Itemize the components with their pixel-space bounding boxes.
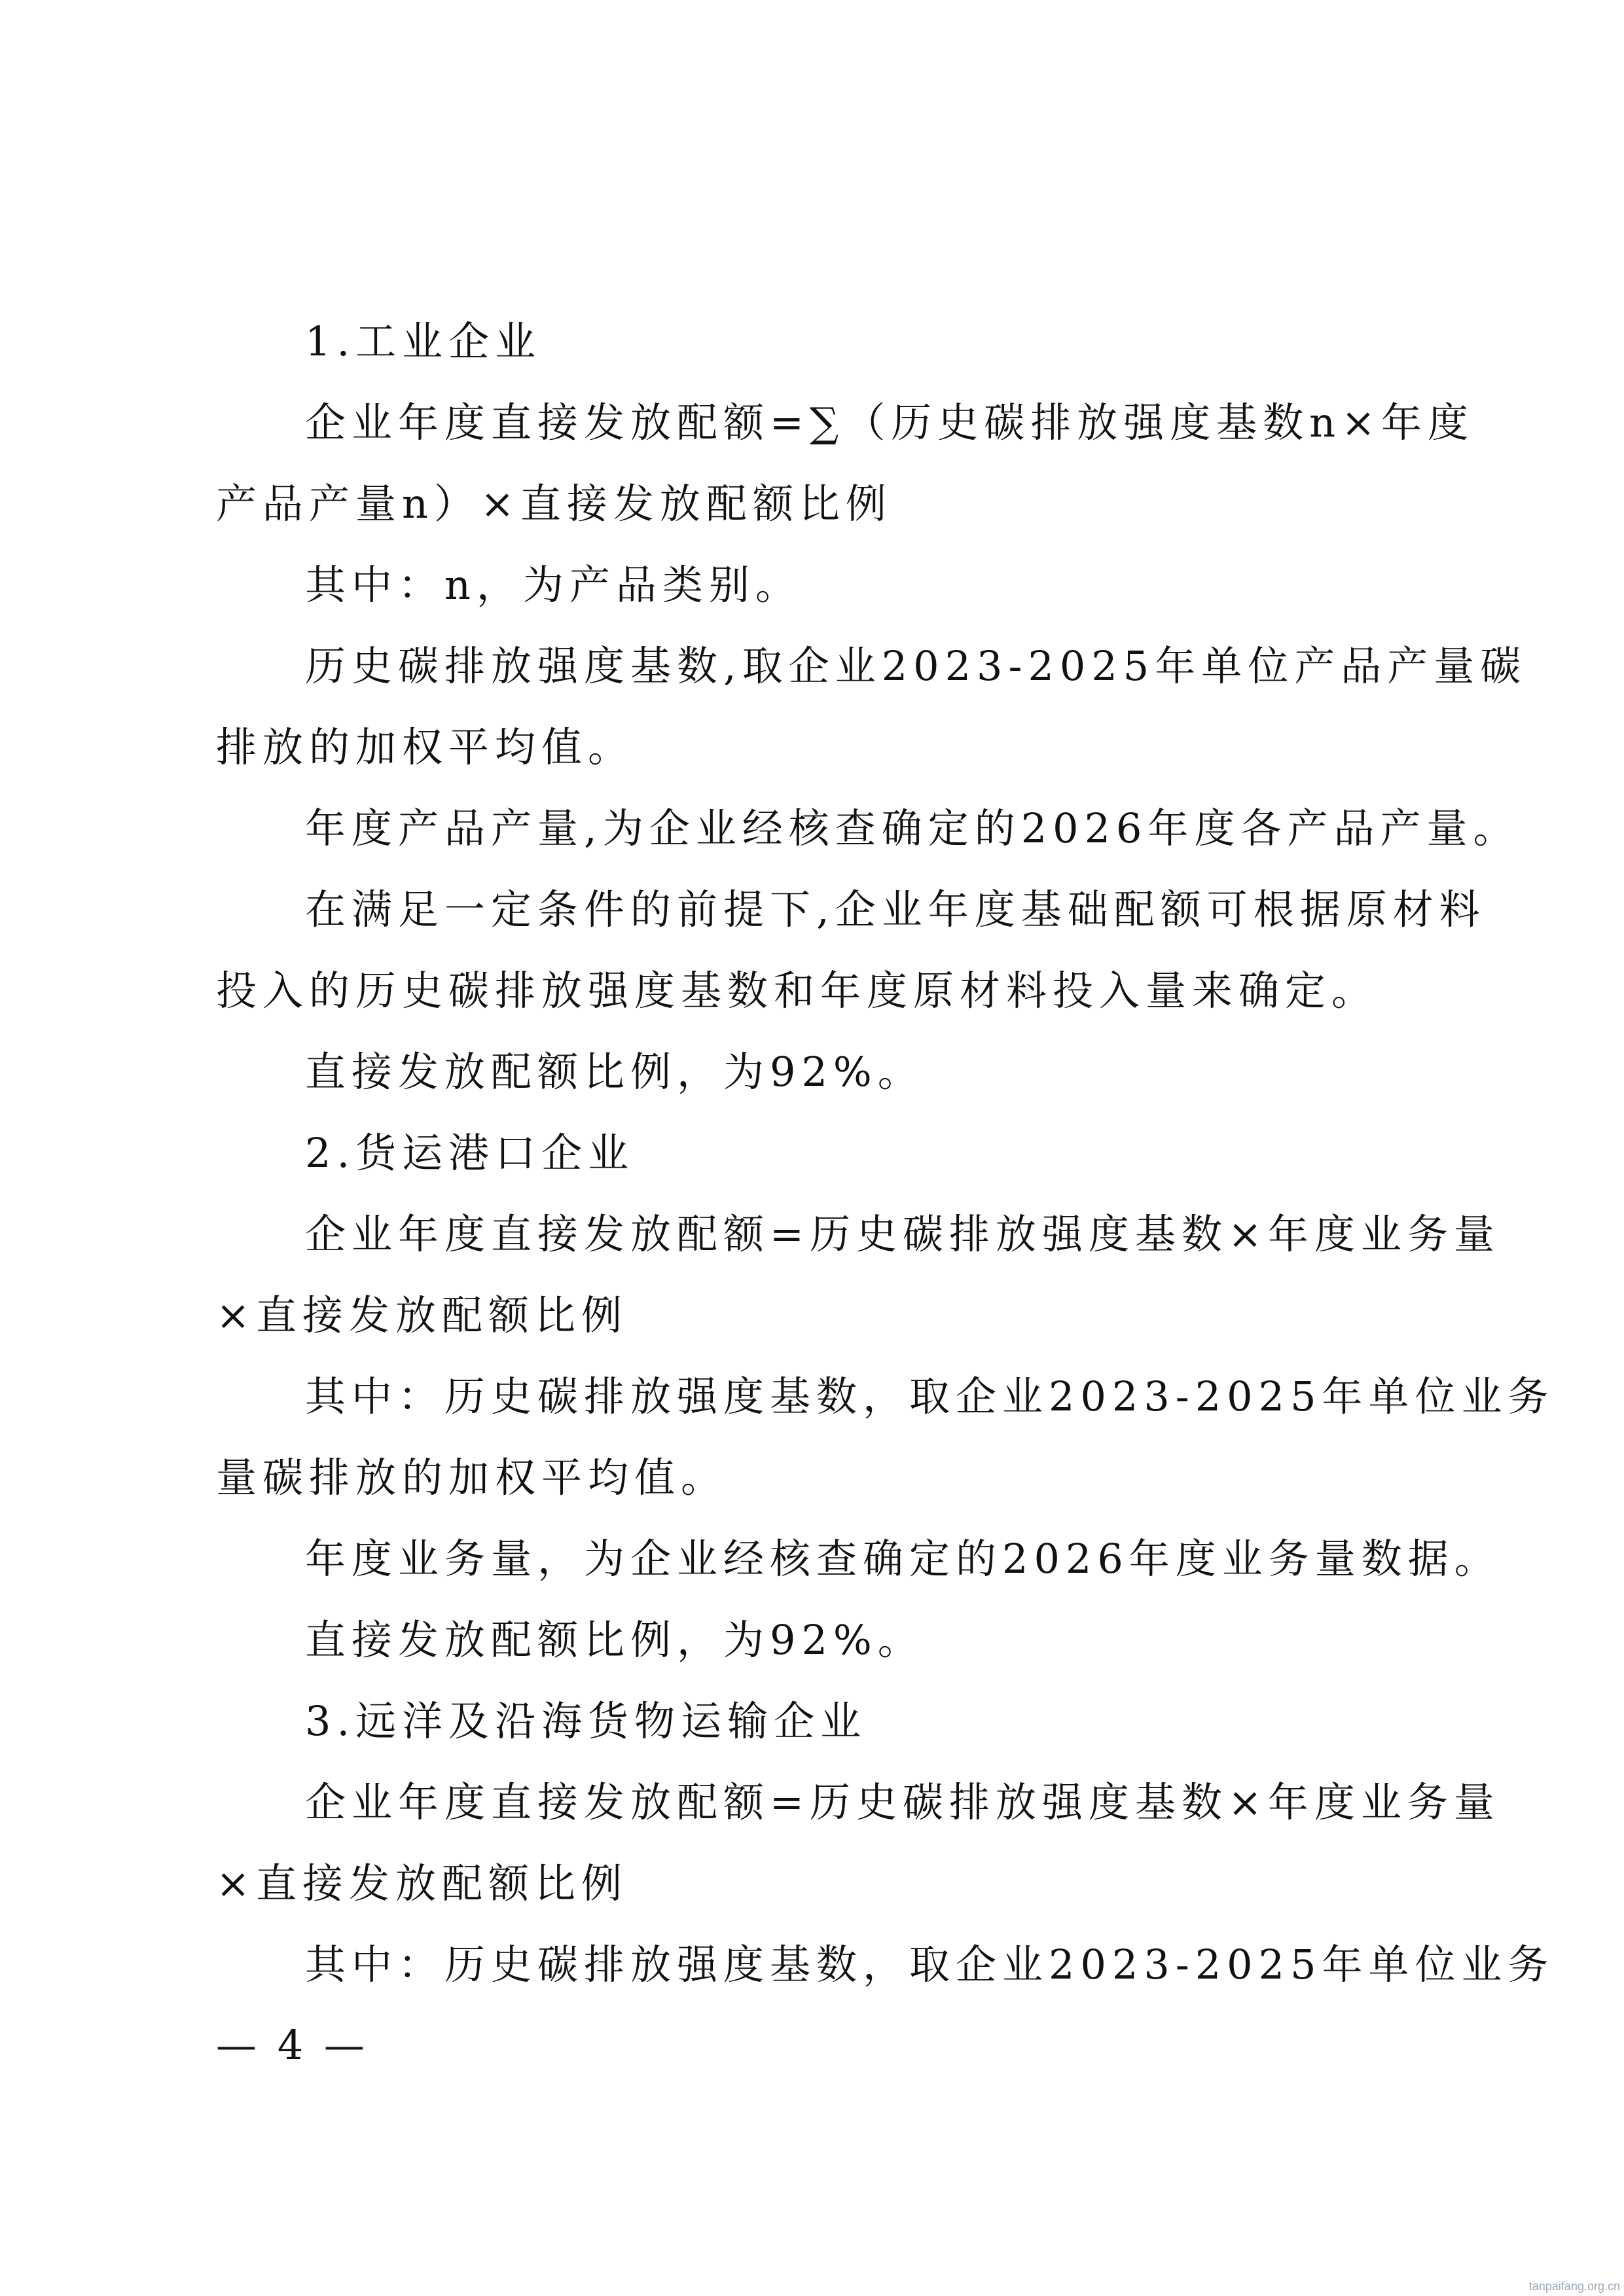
- text-line: ×直接发放配额比例: [216, 1291, 628, 1339]
- text-line: 企业年度直接发放配额=历史碳排放强度基数×年度业务量: [305, 1778, 1500, 1826]
- text-line: 直接发放配额比例，为92%。: [305, 1616, 924, 1664]
- text-line: 量碳排放的加权平均值。: [216, 1454, 728, 1501]
- text-line: ×直接发放配额比例: [216, 1859, 628, 1907]
- watermark: tanpaifang.org.cn: [1528, 2280, 1620, 2293]
- text-line: 历史碳排放强度基数,取企业2023-2025年单位产品产量碳: [305, 642, 1527, 690]
- text-line: 其中：n，为产品类别。: [305, 561, 802, 609]
- page-number: — 4 —: [216, 2021, 369, 2069]
- text-line: 直接发放配额比例，为92%。: [305, 1048, 924, 1096]
- text-line: 3.远洋及沿海货物运输企业: [305, 1697, 867, 1745]
- text-line: 1.工业企业: [305, 317, 542, 365]
- text-line: 企业年度直接发放配额=∑（历史碳排放强度基数n×年度: [305, 399, 1475, 446]
- text-line: 其中：历史碳排放强度基数，取企业2023-2025年单位业务: [305, 1372, 1555, 1420]
- text-line: 排放的加权平均值。: [216, 723, 635, 771]
- text-line: 企业年度直接发放配额=历史碳排放强度基数×年度业务量: [305, 1210, 1500, 1258]
- text-line: 其中：历史碳排放强度基数，取企业2023-2025年单位业务: [305, 1941, 1555, 1988]
- text-line: 产品产量n）×直接发放配额比例: [216, 480, 892, 528]
- text-line: 年度产品产量,为企业经核查确定的2026年度各产品产量。: [305, 804, 1520, 852]
- text-line: 年度业务量，为企业经核查确定的2026年度业务量数据。: [305, 1535, 1501, 1583]
- text-line: 投入的历史碳排放强度基数和年度原材料投入量来确定。: [216, 967, 1379, 1014]
- body-text: [216, 301, 1555, 2005]
- text-line: 2.货运港口企业: [305, 1129, 635, 1177]
- text-line: 在满足一定条件的前提下,企业年度基础配额可根据原材料: [305, 886, 1486, 933]
